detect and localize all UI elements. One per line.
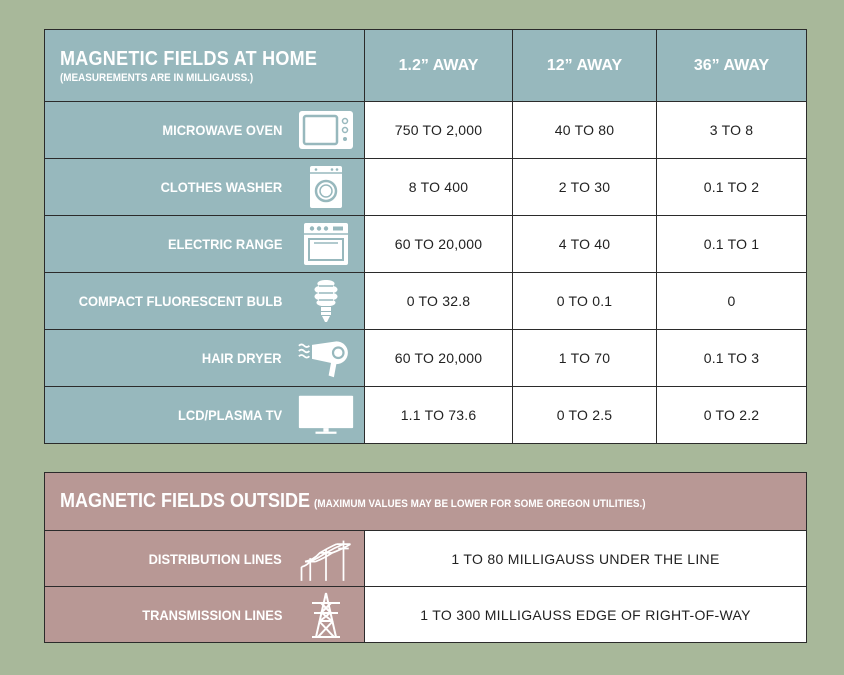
home-subtitle: (MEASUREMENTS ARE IN MILLIGAUSS.) (60, 71, 254, 84)
cell-value: 60 TO 20,000 (365, 216, 513, 273)
outside-fields-table (44, 472, 807, 643)
outside-title-cell (45, 473, 807, 531)
cell-value: 60 TO 20,000 (365, 330, 513, 387)
tv-icon (298, 393, 354, 437)
row-label: COMPACT FLUORESCENT BULB (78, 293, 282, 309)
utility-pole-icon (298, 537, 354, 581)
range-icon (298, 222, 354, 266)
row-label-cell (45, 159, 365, 216)
row-label: MICROWAVE OVEN (162, 122, 282, 138)
home-title: MAGNETIC FIELDS AT HOME (60, 47, 318, 70)
cell-value: 40 TO 80 (513, 102, 657, 159)
outside-title: MAGNETIC FIELDS OUTSIDE (60, 490, 311, 512)
cell-value: 1 TO 300 MILLIGAUSS EDGE OF RIGHT-OF-WAY (365, 587, 807, 643)
home-fields-table (44, 29, 807, 444)
row-label-cell (45, 387, 365, 444)
row-label: LCD/PLASMA TV (177, 407, 282, 423)
home-header-row (45, 30, 807, 102)
cell-value: 1 TO 70 (513, 330, 657, 387)
row-label: CLOTHES WASHER (160, 179, 282, 195)
table-row (45, 102, 807, 159)
cfl-bulb-icon (298, 279, 354, 323)
transmission-tower-icon (298, 593, 354, 637)
cell-value: 1.1 TO 73.6 (365, 387, 513, 444)
cell-value: 750 TO 2,000 (365, 102, 513, 159)
cell-value: 0.1 TO 1 (657, 216, 807, 273)
row-label: DISTRIBUTION LINES (148, 550, 282, 567)
cell-value: 3 TO 8 (657, 102, 807, 159)
cell-value: 0 (657, 273, 807, 330)
column-header-12-inch: 12” AWAY (513, 30, 657, 102)
cell-value: 2 TO 30 (513, 159, 657, 216)
outside-note: (MAXIMUM VALUES MAY BE LOWER FOR SOME OREGON UTILITIES.) (314, 498, 646, 510)
cell-value: 0 TO 2.2 (657, 387, 807, 444)
outside-header-row (45, 473, 807, 531)
hair-dryer-icon (298, 336, 354, 380)
table-row (45, 387, 807, 444)
column-header-1-2-inch: 1.2” AWAY (365, 30, 513, 102)
row-label-cell (45, 102, 365, 159)
table-row (45, 216, 807, 273)
table-row (45, 587, 807, 643)
cell-value: 0.1 TO 3 (657, 330, 807, 387)
home-title-cell (45, 30, 365, 102)
table-row (45, 159, 807, 216)
table-row (45, 273, 807, 330)
row-label: HAIR DRYER (202, 350, 282, 366)
row-label: TRANSMISSION LINES (141, 606, 282, 623)
cell-value: 0 TO 32.8 (365, 273, 513, 330)
cell-value: 0 TO 0.1 (513, 273, 657, 330)
row-label-cell (45, 531, 365, 587)
column-header-36-inch: 36” AWAY (657, 30, 807, 102)
row-label-cell (45, 587, 365, 643)
row-label: ELECTRIC RANGE (167, 236, 282, 252)
table-row (45, 330, 807, 387)
washer-icon (298, 165, 354, 209)
cell-value: 4 TO 40 (513, 216, 657, 273)
microwave-icon (298, 108, 354, 152)
cell-value: 0 TO 2.5 (513, 387, 657, 444)
cell-value: 1 TO 80 MILLIGAUSS UNDER THE LINE (365, 531, 807, 587)
cell-value: 8 TO 400 (365, 159, 513, 216)
cell-value: 0.1 TO 2 (657, 159, 807, 216)
row-label-cell (45, 330, 365, 387)
row-label-cell (45, 216, 365, 273)
row-label-cell (45, 273, 365, 330)
table-row (45, 531, 807, 587)
